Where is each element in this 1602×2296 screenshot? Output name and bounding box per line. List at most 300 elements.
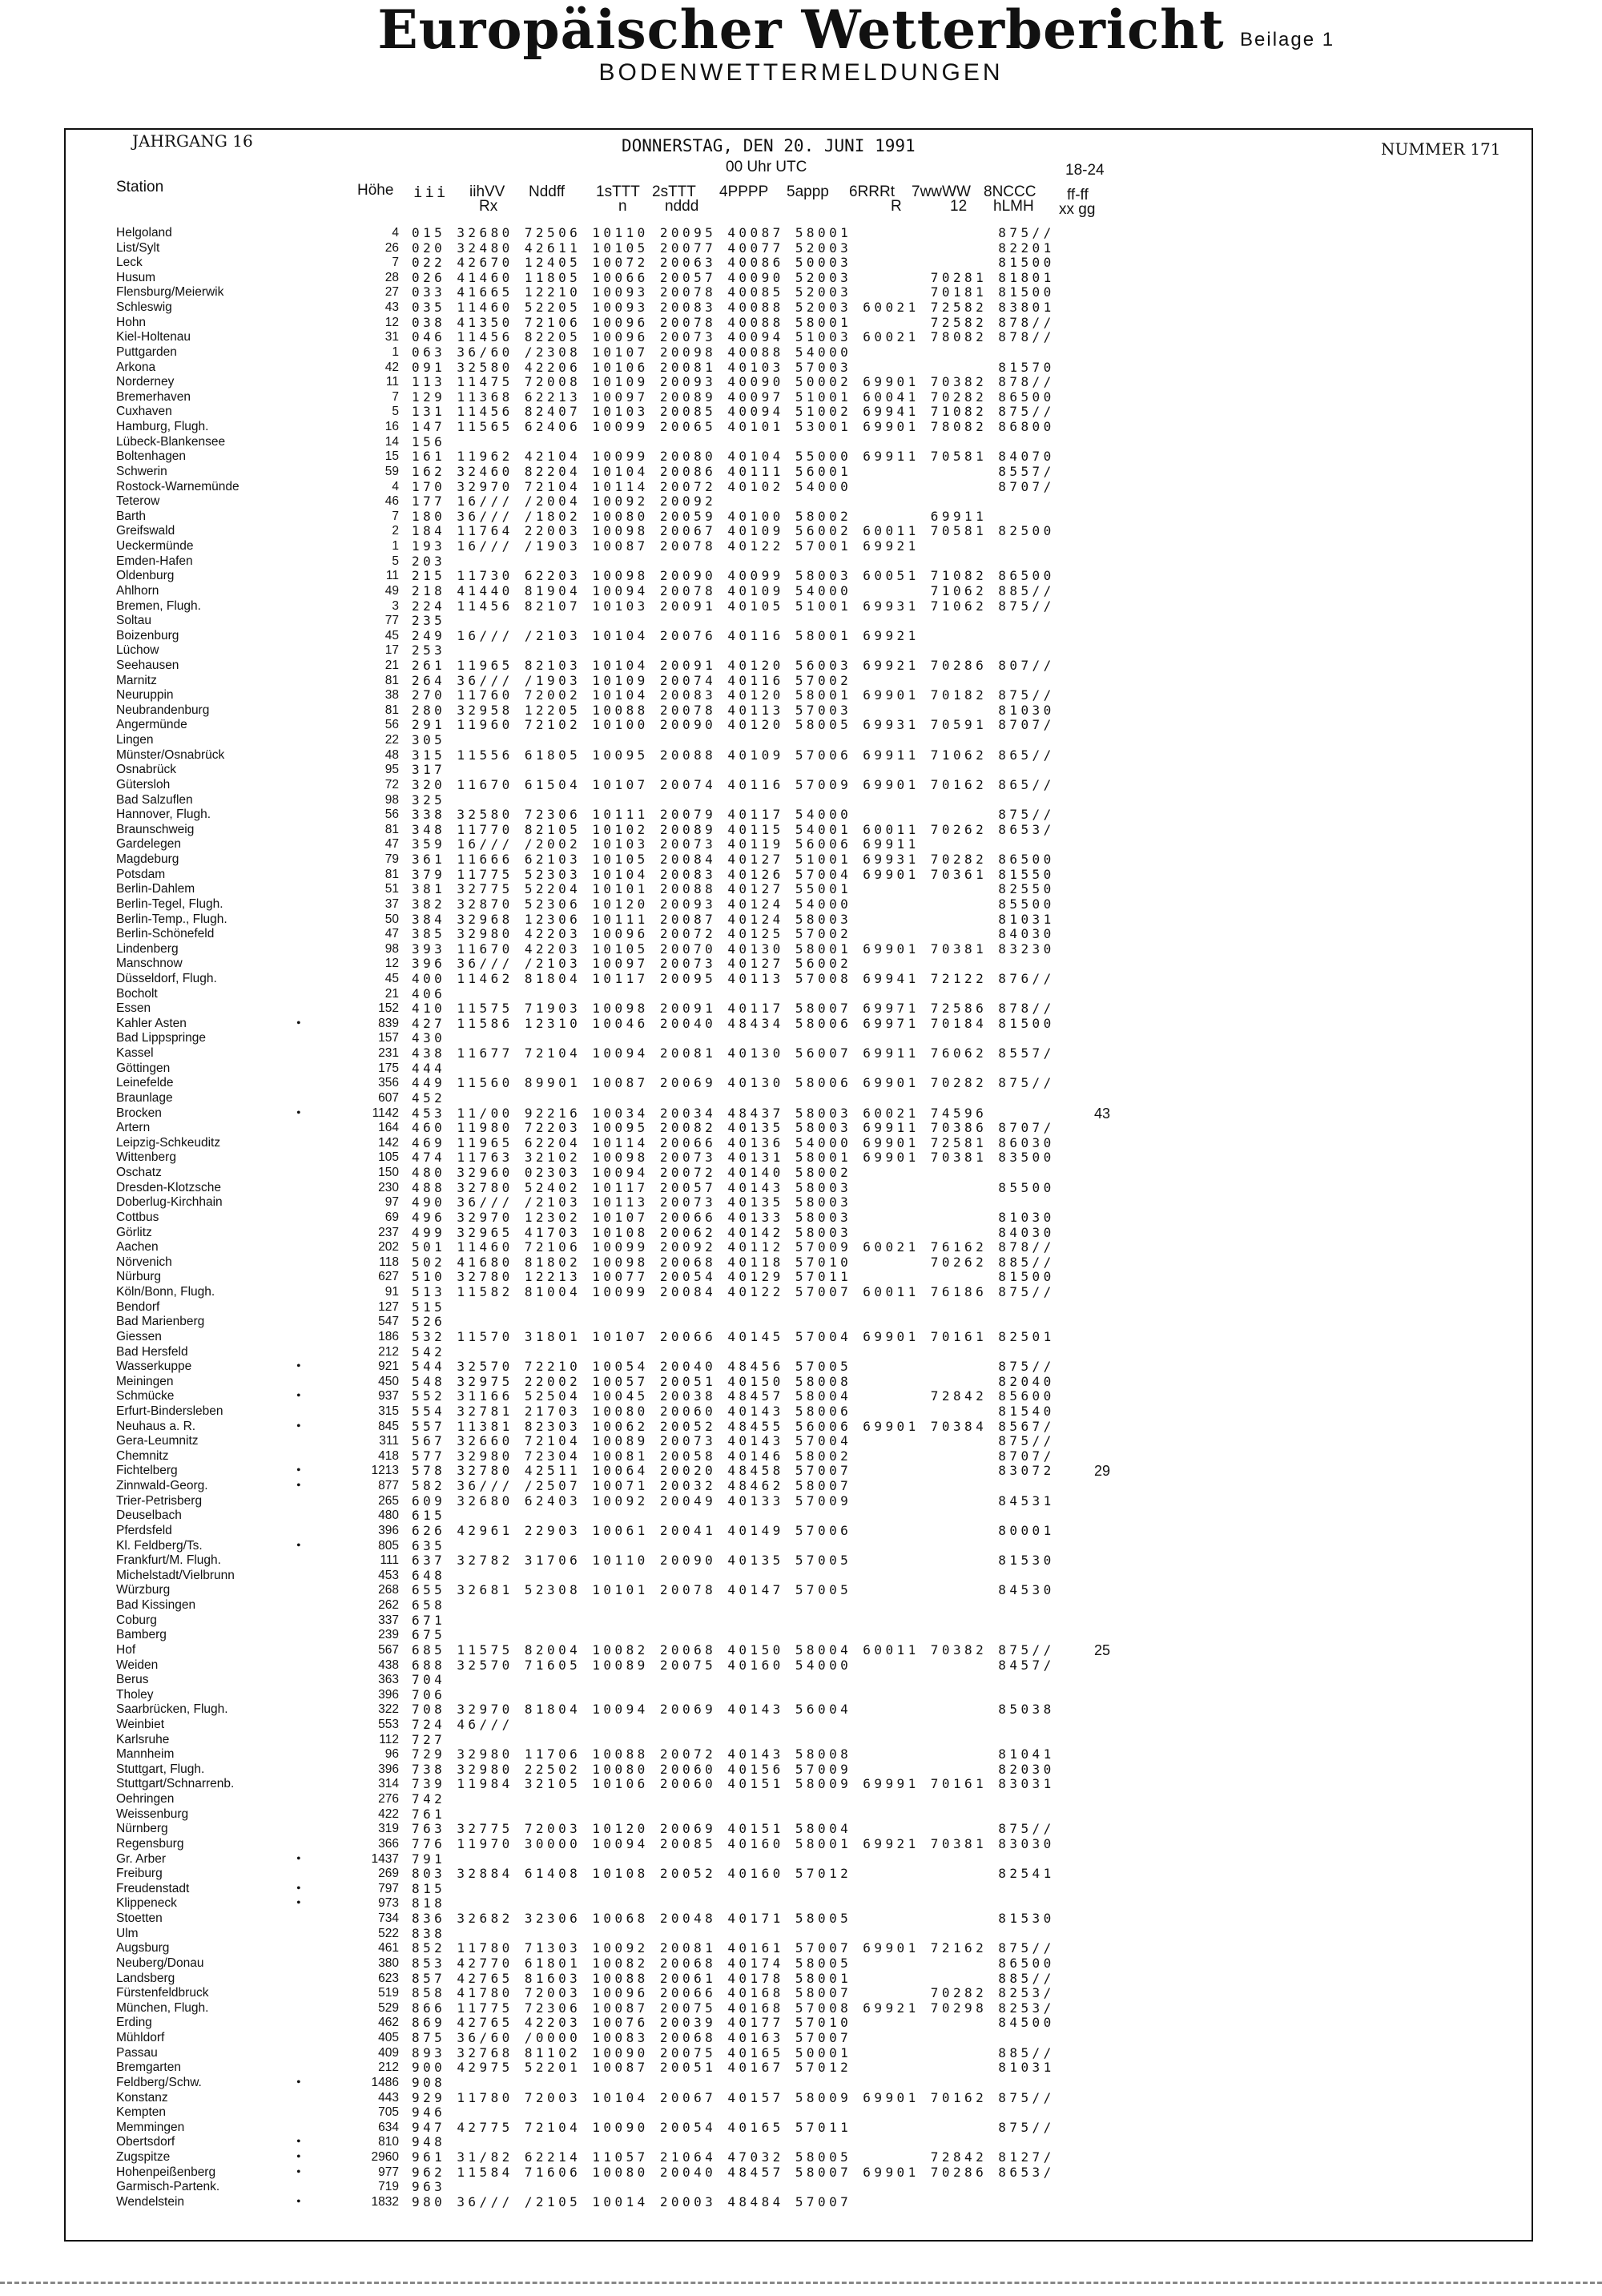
station-name: Essen [116, 1001, 151, 1016]
station-height: 845 [378, 1419, 399, 1433]
station-height: 51 [384, 882, 399, 896]
col-c3b: n [618, 198, 627, 215]
station-name: Garmisch-Partenk. [116, 2180, 220, 2194]
issue-label: NUMMER 171 [1381, 139, 1501, 159]
station-height: 734 [378, 1911, 399, 1926]
station-height: 1142 [372, 1106, 399, 1120]
station-name: Nürnberg [116, 1822, 168, 1836]
table-row [0, 763, 1602, 778]
station-height: 450 [378, 1374, 399, 1388]
table-row [0, 524, 1602, 539]
station-name: Mühldorf [116, 2031, 165, 2045]
table-row [0, 1255, 1602, 1271]
station-height: 480 [378, 1509, 399, 1523]
station-name: Obertsdorf [116, 2135, 175, 2149]
station-height: 269 [378, 1867, 399, 1881]
station-name: Osnabrück [116, 763, 176, 777]
table-row [0, 226, 1602, 241]
mountain-station-marker: • [296, 2149, 301, 2164]
mountain-station-marker: • [296, 1389, 301, 1404]
table-row [0, 1673, 1602, 1688]
table-row [0, 1747, 1602, 1762]
station-name: Hof [116, 1642, 136, 1657]
station-name: Berlin-Dahlem [116, 882, 195, 896]
station-name: Zinnwald-Georg. [116, 1479, 208, 1493]
table-row [0, 2001, 1602, 2016]
synop-groups: 858 41780 72003 10096 20066 40168 58007 70282 8253/ [412, 1985, 1055, 2001]
station-height: 21 [384, 658, 399, 672]
station-name: Teterow [116, 494, 160, 509]
synop-groups: 280 32958 12205 10088 20078 40113 57003 81030 [412, 702, 1055, 718]
table-row [0, 494, 1602, 510]
table-row [0, 1166, 1602, 1181]
table-row [0, 852, 1602, 868]
table-row [0, 449, 1602, 465]
station-name: Hamburg, Flugh. [116, 420, 209, 434]
table-row [0, 808, 1602, 823]
synop-groups: 567 32660 72104 10089 20073 40143 57004 875// [412, 1433, 1055, 1449]
table-row [0, 539, 1602, 554]
station-name: Berlin-Tegel, Flugh. [116, 896, 223, 911]
synop-groups: 184 11764 22003 10098 20067 40109 56002 60011 70581 82500 [412, 523, 1055, 539]
station-name: Rostock-Warnemünde [116, 479, 239, 493]
station-height: 396 [378, 1762, 399, 1776]
table-row [0, 1061, 1602, 1077]
table-row [0, 1494, 1602, 1509]
station-height: 5 [392, 554, 399, 568]
station-name: Lübeck-Blankensee [116, 434, 226, 449]
synop-groups: 488 32780 52402 10117 20057 40143 58003 85500 [412, 1179, 1055, 1195]
synop-groups: 480 32960 02303 10094 20072 40140 58002 [412, 1165, 852, 1181]
synop-groups: 738 32980 22502 10080 20060 40156 57009 82030 [412, 1761, 1055, 1777]
station-height: 839 [378, 1016, 399, 1030]
synop-groups: 552 31166 52504 10045 20038 48457 58004 72842 85600 [412, 1388, 1055, 1404]
synop-groups: 320 11670 61504 10107 20074 40116 57009 69901 70162 865// [412, 776, 1055, 792]
station-height: 12 [384, 957, 399, 971]
station-height: 553 [378, 1718, 399, 1731]
mountain-station-marker: • [296, 1479, 301, 1493]
station-name: Stoetten [116, 1911, 163, 1926]
station-height: 265 [378, 1493, 399, 1508]
station-name: Neuhaus a. R. [116, 1419, 196, 1433]
station-name: Barth [116, 509, 147, 523]
table-row [0, 361, 1602, 376]
station-height: 262 [378, 1598, 399, 1613]
synop-groups: 235 [412, 613, 446, 629]
table-row [0, 2016, 1602, 2031]
station-name: Gardelegen [116, 837, 182, 852]
table-row [0, 1091, 1602, 1106]
synop-groups: 348 11770 82105 10102 20089 40115 54001 60011 70262 8653/ [412, 821, 1055, 837]
synop-groups: 063 36/60 /2308 10107 20098 40088 54000 [412, 344, 852, 360]
gust-value: 25 [1094, 1641, 1111, 1658]
station-name: Norderney [116, 375, 175, 389]
station-height: 705 [378, 2105, 399, 2120]
station-height: 973 [378, 1896, 399, 1911]
table-row [0, 2195, 1602, 2210]
synop-groups: 948 [412, 2134, 446, 2150]
synop-groups: 502 41680 81802 10098 20068 40118 57010 70262 885// [412, 1254, 1055, 1270]
synop-groups: 961 31/82 62214 11057 21064 47032 58005 72842 8127/ [412, 2149, 1055, 2165]
station-height: 11 [385, 375, 399, 389]
synop-groups: 708 32970 81804 10094 20069 40143 56004 85038 [412, 1702, 1055, 1718]
table-row [0, 1434, 1602, 1449]
table-row [0, 718, 1602, 733]
table-row [0, 1375, 1602, 1390]
station-name: Hohn [116, 315, 147, 329]
table-row [0, 1598, 1602, 1613]
station-height: 111 [380, 1553, 399, 1568]
table-row [0, 1583, 1602, 1598]
station-height: 366 [378, 1836, 399, 1851]
table-row [0, 569, 1602, 584]
table-row [0, 1076, 1602, 1091]
station-name: Bad Kissingen [116, 1598, 196, 1613]
station-height: 268 [378, 1583, 399, 1597]
table-row [0, 554, 1602, 570]
mountain-station-marker: • [296, 2135, 301, 2149]
station-height: 634 [378, 2120, 399, 2134]
synop-groups: 026 41460 11805 10066 20057 40090 52003 70281 81801 [412, 269, 1055, 285]
synop-groups: 685 11575 82004 10082 20068 40150 58004 60011 70382 875// [412, 1641, 1055, 1658]
station-height: 239 [378, 1628, 399, 1642]
station-height: 7 [392, 509, 399, 523]
extra-hours-label: 18-24 [1065, 162, 1105, 179]
station-height: 49 [384, 583, 399, 598]
synop-groups: 578 32780 42511 10064 20020 48458 57007 83072 [412, 1463, 1055, 1479]
synop-groups: 177 16/// /2004 10092 20092 [412, 493, 717, 510]
table-row [0, 912, 1602, 928]
mountain-station-marker: • [296, 1419, 301, 1433]
station-name: Cottbus [116, 1210, 159, 1224]
station-height: 7 [392, 389, 399, 404]
synop-groups: 038 41350 72106 10096 20078 40088 58001 72582 878// [412, 314, 1055, 330]
station-name: Oehringen [116, 1792, 175, 1807]
station-height: 59 [384, 464, 399, 478]
col-height: Höhe [357, 182, 394, 199]
station-name: Pferdsfeld [116, 1523, 172, 1537]
table-row [0, 2031, 1602, 2046]
synop-groups: 532 11570 31801 10107 20066 40145 57004 69901 70161 82501 [412, 1328, 1055, 1344]
station-name: Passau [116, 2045, 158, 2060]
synop-groups: 249 16/// /2103 10104 20076 40116 58001 69921 [412, 627, 920, 643]
table-row [0, 674, 1602, 689]
synop-groups: 761 [412, 1806, 446, 1822]
table-row [0, 316, 1602, 331]
station-height: 805 [378, 1538, 399, 1553]
station-name: Lüchow [116, 643, 159, 658]
synop-groups: 515 [412, 1299, 446, 1315]
station-height: 26 [384, 240, 399, 255]
synop-groups: 947 42775 72104 10090 20054 40165 57011 875// [412, 2119, 1055, 2135]
table-row [0, 241, 1602, 256]
station-name: Soltau [116, 614, 151, 628]
table-row [0, 987, 1602, 1002]
station-name: Kempten [116, 2105, 167, 2120]
station-name: Weiden [116, 1658, 159, 1672]
station-height: 12 [384, 315, 399, 329]
synop-groups: 161 11962 42104 10099 20080 40104 55000 69911 70581 84070 [412, 449, 1055, 465]
mountain-station-marker: • [296, 2075, 301, 2089]
synop-groups: 264 36/// /1903 10109 20074 40116 57002 [412, 672, 852, 688]
synop-groups: 381 32775 52204 10101 20088 40127 55001 82550 [412, 881, 1055, 897]
synop-groups: 688 32570 71605 10089 20075 40160 54000 8457/ [412, 1657, 1055, 1673]
table-row [0, 823, 1602, 838]
station-height: 1 [392, 539, 399, 554]
table-row [0, 1404, 1602, 1420]
station-name: Karlsruhe [116, 1732, 170, 1746]
synop-groups: 393 11670 42203 10105 20070 40130 58001 69901 70381 83230 [412, 941, 1055, 957]
mountain-station-marker: • [296, 1464, 301, 1478]
synop-groups: 929 11780 72003 10104 20067 40157 58009 69901 70162 875// [412, 2089, 1055, 2105]
table-row [0, 629, 1602, 644]
station-height: 453 [378, 1568, 399, 1582]
station-name: Saarbrücken, Flugh. [116, 1702, 228, 1717]
station-height: 797 [378, 1881, 399, 1895]
station-name: Berlin-Schönefeld [116, 927, 215, 941]
synop-groups: 946 [412, 2105, 446, 2121]
mountain-station-marker: • [296, 1359, 301, 1374]
table-row [0, 1181, 1602, 1196]
table-row [0, 643, 1602, 659]
synop-groups: 406 [412, 985, 446, 1001]
table-row [0, 778, 1602, 793]
station-name: Puttgarden [116, 344, 177, 359]
synop-groups: 224 11456 82107 10103 20091 40105 51001 69931 71062 875// [412, 598, 1055, 614]
synop-groups: 020 32480 42611 10105 20077 40077 52003 82201 [412, 240, 1055, 256]
station-name: Würzburg [116, 1583, 171, 1597]
station-height: 314 [378, 1777, 399, 1791]
station-name: Münster/Osnabrück [116, 747, 225, 762]
station-name: Berlin-Temp., Flugh. [116, 912, 227, 926]
mountain-station-marker: • [296, 2194, 301, 2209]
station-height: 22 [384, 733, 399, 747]
station-height: 164 [378, 1121, 399, 1135]
station-name: Wittenberg [116, 1150, 176, 1165]
station-name: Berus [116, 1673, 149, 1687]
table-row [0, 1792, 1602, 1807]
col-c8: 7wwWW [912, 183, 971, 200]
table-row [0, 405, 1602, 420]
station-height: 2 [392, 524, 399, 538]
table-row [0, 2121, 1602, 2136]
station-name: List/Sylt [116, 240, 160, 255]
synop-groups: 203 [412, 553, 446, 569]
table-row [0, 659, 1602, 674]
station-name: Leinefelde [116, 1076, 174, 1090]
table-row [0, 1882, 1602, 1897]
station-name: Meiningen [116, 1374, 174, 1388]
col-c9b: hLMH [993, 198, 1034, 215]
station-name: Nörvenich [116, 1255, 172, 1269]
station-height: 462 [378, 2016, 399, 2030]
synop-groups: 554 32781 21703 10080 20060 40143 58006 81540 [412, 1403, 1055, 1419]
table-row [0, 1389, 1602, 1404]
station-height: 1 [392, 344, 399, 359]
station-height: 977 [378, 2165, 399, 2179]
synop-groups: 742 [412, 1791, 446, 1807]
table-row [0, 1136, 1602, 1151]
station-height: 212 [378, 2060, 399, 2075]
supplement-label: Beilage 1 [1240, 29, 1335, 50]
station-height: 567 [378, 1642, 399, 1657]
station-name: Artern [116, 1121, 151, 1135]
station-name: Ulm [116, 1926, 139, 1940]
table-row [0, 1762, 1602, 1778]
table-row [0, 882, 1602, 897]
station-name: Boizenburg [116, 628, 179, 642]
station-height: 112 [379, 1732, 399, 1746]
station-height: 27 [384, 285, 399, 300]
station-height: 43 [384, 300, 399, 315]
station-height: 4 [392, 479, 399, 493]
station-height: 31 [384, 330, 399, 344]
station-name: Stuttgart/Schnarrenb. [116, 1777, 235, 1791]
table-row [0, 1031, 1602, 1046]
col-c5: 4PPPP [719, 183, 769, 200]
station-height: 11 [385, 569, 399, 583]
synop-groups: 791 [412, 1851, 446, 1867]
col-c1b: Rx [479, 198, 498, 215]
col-iii: iii [413, 183, 449, 201]
station-height: 157 [378, 1031, 399, 1045]
station-name: Braunschweig [116, 822, 195, 836]
station-name: Bremen, Flugh. [116, 598, 201, 613]
synop-groups: 382 32870 52306 10120 20093 40124 54000 85500 [412, 896, 1055, 912]
synop-groups: 836 32682 32306 10068 20048 40171 58005 81530 [412, 1911, 1055, 1927]
station-name: Marnitz [116, 673, 157, 687]
mountain-station-marker: • [296, 1881, 301, 1895]
station-name: Neuruppin [116, 688, 174, 703]
station-name: Leck [116, 256, 143, 270]
station-height: 72 [384, 777, 399, 792]
station-name: Landsberg [116, 1971, 175, 1985]
station-name: Augsburg [116, 1941, 170, 1956]
table-row [0, 375, 1602, 390]
station-height: 443 [378, 2090, 399, 2105]
table-row [0, 927, 1602, 942]
col-c4: 2sTTT [652, 183, 696, 200]
station-height: 396 [378, 1687, 399, 1702]
station-height: 17 [384, 643, 399, 658]
synop-groups: 379 11775 52303 10104 20083 40126 57004 69901 70361 81550 [412, 866, 1055, 882]
synop-groups: 046 11456 82205 10096 20073 40094 51003 60021 78082 878// [412, 329, 1055, 345]
table-row [0, 1927, 1602, 1942]
station-height: 3 [392, 598, 399, 613]
table-row [0, 390, 1602, 405]
station-name: Bremgarten [116, 2060, 181, 2075]
station-name: München, Flugh. [116, 2000, 209, 2015]
station-name: Bamberg [116, 1628, 167, 1642]
station-height: 1832 [371, 2194, 399, 2209]
table-row [0, 688, 1602, 703]
synop-groups: 542 [412, 1343, 446, 1359]
synop-groups: 557 11381 82303 10062 20052 48455 56006 69901 70384 8567/ [412, 1418, 1055, 1434]
synop-groups: 215 11730 62203 10098 20090 40099 58003 60051 71082 86500 [412, 568, 1055, 584]
report-subtitle: BODENWETTERMELDUNGEN [598, 59, 1004, 86]
station-name: Helgoland [116, 226, 172, 240]
station-height: 5 [392, 405, 399, 419]
table-row [0, 1330, 1602, 1345]
station-height: 719 [378, 2180, 399, 2194]
station-name: Aachen [116, 1240, 159, 1255]
synop-groups: 147 11565 62406 10099 20065 40101 53001 69901 78082 86800 [412, 419, 1055, 435]
mountain-station-marker: • [296, 1896, 301, 1911]
station-height: 42 [384, 360, 399, 374]
synop-groups: 980 36/// /2105 10014 20003 48484 57007 [412, 2193, 852, 2209]
table-row [0, 1345, 1602, 1360]
synop-groups: 113 11475 72008 10109 20093 40090 50002 69901 70382 878// [412, 374, 1055, 390]
synop-groups: 501 11460 72106 10099 20092 40112 57009 60021 76162 878// [412, 1239, 1055, 1255]
synop-groups: 474 11763 32102 10098 20073 40131 58001 69901 70381 83500 [412, 1150, 1055, 1166]
synop-groups: 490 36/// /2103 10113 20073 40135 58003 [412, 1194, 852, 1210]
station-name: Görlitz [116, 1225, 152, 1239]
synop-groups: 022 42670 12405 10072 20063 40086 50003 81500 [412, 255, 1055, 271]
station-height: 461 [378, 1941, 399, 1956]
table-row [0, 285, 1602, 300]
table-row [0, 1001, 1602, 1017]
table-row [0, 2060, 1602, 2076]
table-row [0, 1986, 1602, 2001]
synop-groups: 893 32768 81102 10090 20075 40165 50001 885// [412, 2044, 1055, 2060]
table-row [0, 1315, 1602, 1330]
station-name: Trier-Petrisberg [116, 1493, 203, 1508]
table-row [0, 1867, 1602, 1882]
col-c8b: 12 [950, 198, 968, 215]
table-row [0, 793, 1602, 808]
synop-groups: 615 [412, 1508, 446, 1524]
table-row [0, 480, 1602, 495]
table-row [0, 1106, 1602, 1122]
synop-groups: 156 [412, 433, 446, 449]
station-name: Konstanz [116, 2090, 168, 2105]
synop-groups: 385 32980 42203 10096 20072 40125 57002 84030 [412, 926, 1055, 942]
table-row [0, 1300, 1602, 1315]
synop-groups: 704 [412, 1672, 446, 1688]
station-height: 81 [384, 822, 399, 836]
table-row [0, 1210, 1602, 1226]
table-row [0, 1777, 1602, 1792]
station-height: 81 [384, 867, 399, 881]
synop-groups: 803 32884 61408 10108 20052 40160 57012 82541 [412, 1866, 1055, 1882]
table-row [0, 2180, 1602, 2195]
station-height: 337 [378, 1613, 399, 1627]
synop-groups: 729 32980 11706 10088 20072 40143 58008 81041 [412, 1746, 1055, 1762]
col-c10b: xx gg [1059, 201, 1096, 218]
station-name: Bad Marienberg [116, 1315, 205, 1329]
synop-groups: 577 32980 72304 10081 20058 40146 58002 8707/ [412, 1448, 1055, 1464]
station-height: 607 [378, 1090, 399, 1105]
station-height: 202 [378, 1240, 399, 1255]
table-row [0, 1449, 1602, 1464]
station-height: 276 [378, 1792, 399, 1807]
station-name: Deuselbach [116, 1509, 182, 1523]
station-name: Brocken [116, 1106, 162, 1120]
station-name: Oldenburg [116, 569, 175, 583]
report-title: Europäischer Wetterbericht [377, 0, 1225, 61]
station-height: 97 [384, 1195, 399, 1210]
station-height: 127 [378, 1299, 399, 1314]
col-c10: ff-ff [1067, 187, 1089, 203]
station-height: 230 [378, 1180, 399, 1194]
station-height: 69 [384, 1210, 399, 1224]
col-c6: 5appp [787, 183, 829, 200]
table-row [0, 256, 1602, 271]
station-height: 91 [384, 1285, 399, 1299]
station-height: 79 [384, 852, 399, 867]
station-height: 519 [378, 1986, 399, 2000]
table-row [0, 271, 1602, 286]
